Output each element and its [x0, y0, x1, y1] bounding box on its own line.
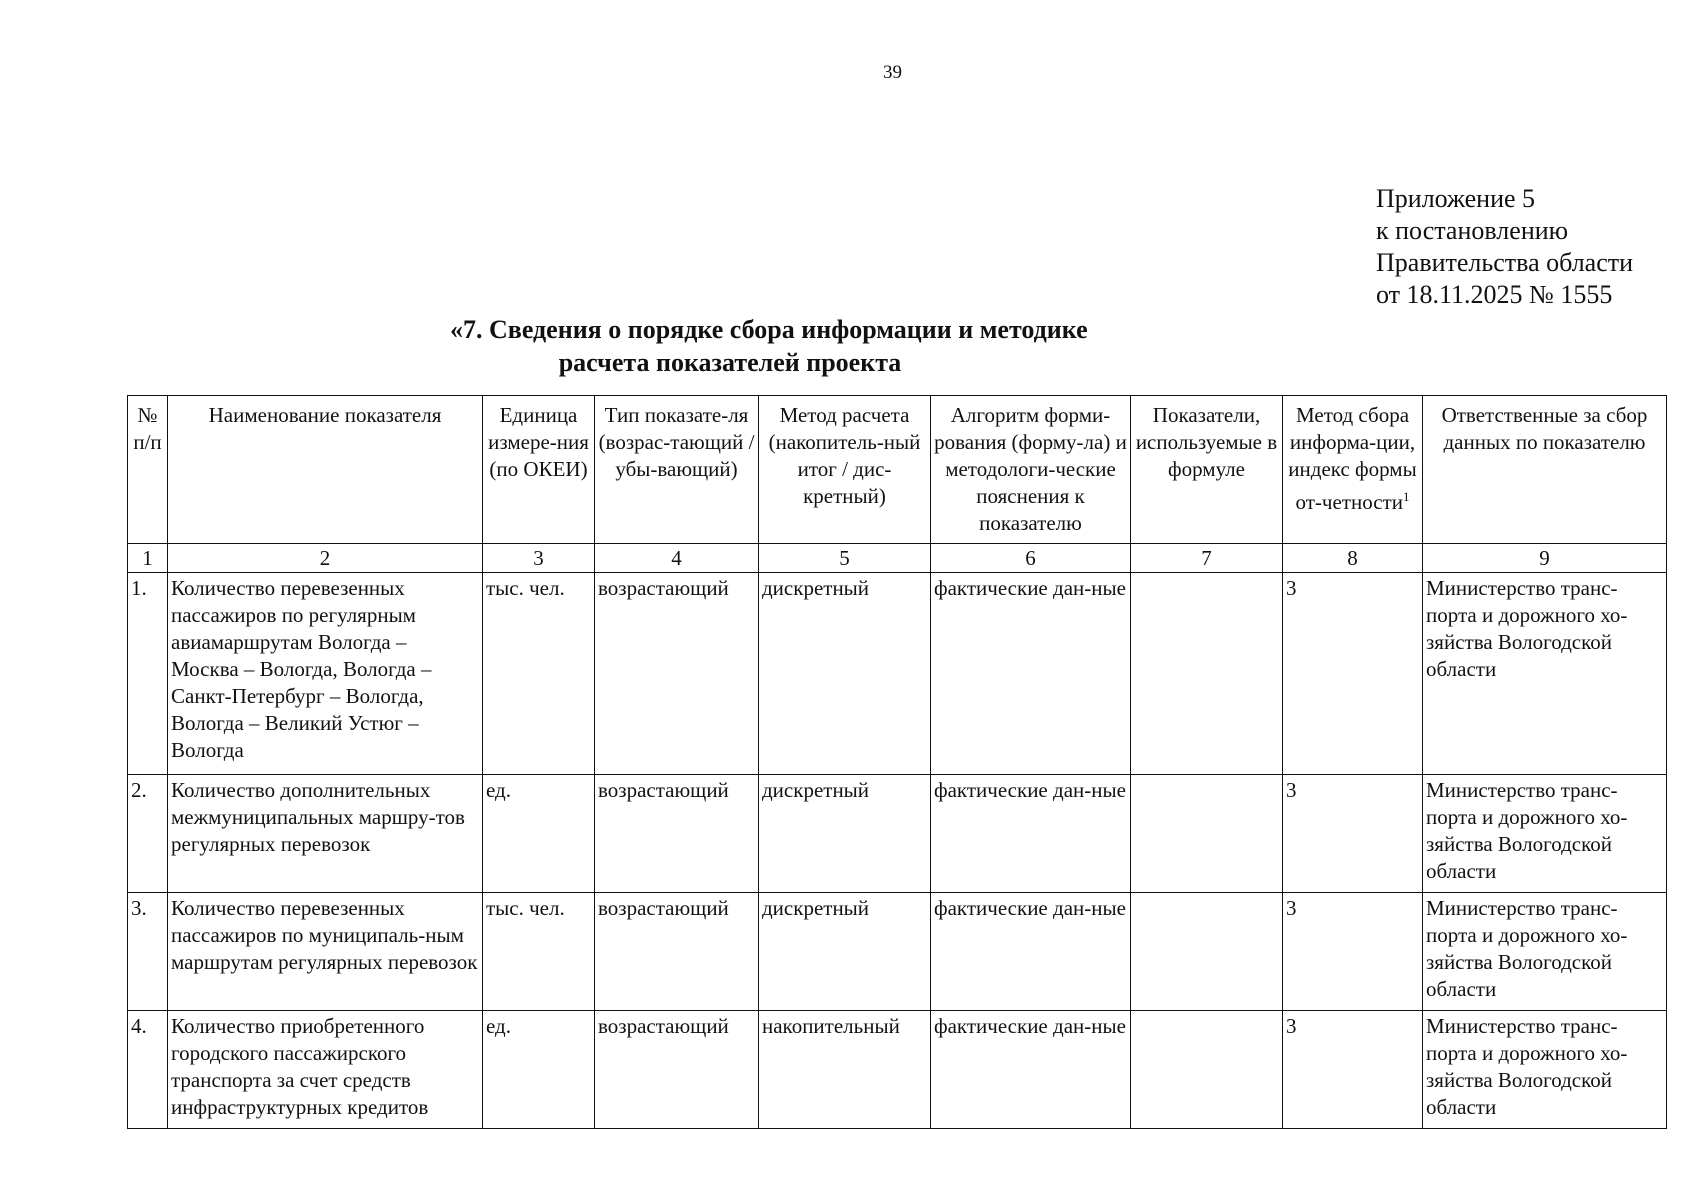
header-indicator-type: Тип показате-ля (возрас-тающий / убы-вающий) [595, 396, 759, 544]
header-algorithm: Алгоритм форми-рования (форму-ла) и методологи-ческие пояснения к показателю [931, 396, 1131, 544]
appendix-line-4: от 18.11.2025 № 1555 [1376, 280, 1613, 309]
footnote-marker: 1 [1402, 489, 1410, 504]
collection-method: 3 [1283, 573, 1423, 775]
indicator-type: возрастающий [595, 893, 759, 1011]
table-row [128, 1011, 1667, 1129]
calculation-method: дискретный [759, 893, 931, 1011]
formula-indicators [1131, 893, 1283, 1011]
column-number: 4 [595, 544, 759, 573]
page-number: 39 [883, 62, 902, 83]
responsible: Министерство транс-порта и дорожного хо-зяйства Вологодской области [1423, 893, 1667, 1011]
algorithm: фактические дан-ные [931, 775, 1131, 893]
column-number: 6 [931, 544, 1131, 573]
unit: ед. [483, 1011, 595, 1129]
algorithm: фактические дан-ные [931, 573, 1131, 775]
table-row [128, 573, 1667, 775]
algorithm: фактические дан-ные [931, 893, 1131, 1011]
header-collection-method-text: Метод сбора информа-ции, индекс формы от-четности [1288, 403, 1417, 514]
formula-indicators [1131, 573, 1283, 775]
unit: тыс. чел. [483, 573, 595, 775]
header-collection-method [1283, 396, 1423, 544]
section-title [450, 313, 1088, 379]
appendix-block [1376, 183, 1633, 311]
row-number: 3. [128, 893, 168, 1011]
appendix-line-3: Правительства области [1376, 248, 1634, 277]
responsible: Министерство транс-порта и дорожного хо-зяйства Вологодской области [1423, 573, 1667, 775]
column-number: 9 [1423, 544, 1667, 573]
indicator-type: возрастающий [595, 573, 759, 775]
calculation-method: дискретный [759, 573, 931, 775]
section-title-line-1: «7. Сведения о порядке сбора информации и методике [450, 315, 1088, 344]
header-indicator-name: Наименование показателя [168, 396, 483, 544]
appendix-line-2: к постановлению [1376, 216, 1569, 245]
indicator-name: Количество приобретенного городского пассажирского транспорта за счет средств инфраструктурных кредитов [168, 1011, 483, 1129]
formula-indicators [1131, 775, 1283, 893]
appendix-line-1: Приложение 5 [1376, 184, 1536, 213]
responsible: Министерство транс-порта и дорожного хо-зяйства Вологодской области [1423, 775, 1667, 893]
column-number: 1 [128, 544, 168, 573]
column-number: 5 [759, 544, 931, 573]
indicator-name: Количество перевезенных пассажиров по регулярным авиамаршрутам Вологда – Москва – Вологда, Вологда – Санкт-Петербург – Вологда, Вологда – Великий Устюг – Вологда [168, 573, 483, 775]
unit: ед. [483, 775, 595, 893]
header-unit: Единица измере-ния (по ОКЕИ) [483, 396, 595, 544]
table-row [128, 893, 1667, 1011]
row-number: 2. [128, 775, 168, 893]
indicators-table [127, 395, 1667, 1129]
header-calculation-method: Метод расчета (накопитель-ный итог / дис-кретный) [759, 396, 931, 544]
section-title-line-2: расчета показателей проекта [558, 348, 902, 377]
indicator-name: Количество дополнительных межмуниципальных маршру-тов регулярных перевозок [168, 775, 483, 893]
unit: тыс. чел. [483, 893, 595, 1011]
row-number: 1. [128, 573, 168, 775]
responsible: Министерство транс-порта и дорожного хо-зяйства Вологодской области [1423, 1011, 1667, 1129]
indicator-type: возрастающий [595, 775, 759, 893]
calculation-method: дискретный [759, 775, 931, 893]
column-number: 3 [483, 544, 595, 573]
column-number: 8 [1283, 544, 1423, 573]
collection-method: 3 [1283, 1011, 1423, 1129]
indicator-name: Количество перевезенных пассажиров по муниципаль-ным маршрутам регулярных перевозок [168, 893, 483, 1011]
table-header-row [128, 396, 1667, 544]
table-row [128, 775, 1667, 893]
indicator-type: возрастающий [595, 1011, 759, 1129]
header-responsible: Ответственные за сбор данных по показателю [1423, 396, 1667, 544]
collection-method: 3 [1283, 775, 1423, 893]
calculation-method: накопительный [759, 1011, 931, 1129]
header-formula-indicators: Показатели, используемые в формуле [1131, 396, 1283, 544]
column-numbers-row [128, 544, 1667, 573]
header-number: № п/п [128, 396, 168, 544]
formula-indicators [1131, 1011, 1283, 1129]
row-number: 4. [128, 1011, 168, 1129]
collection-method: 3 [1283, 893, 1423, 1011]
column-number: 2 [168, 544, 483, 573]
algorithm: фактические дан-ные [931, 1011, 1131, 1129]
column-number: 7 [1131, 544, 1283, 573]
